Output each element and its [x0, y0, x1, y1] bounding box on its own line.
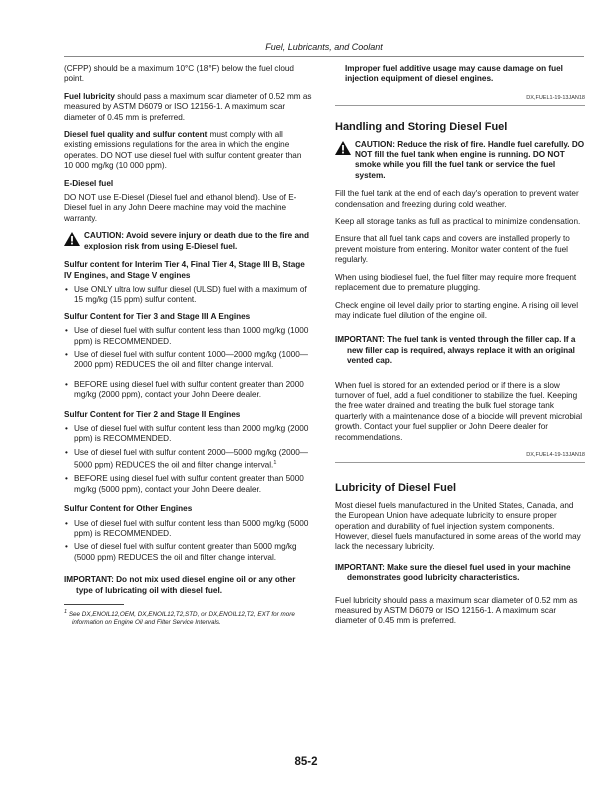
warning-icon — [335, 141, 351, 155]
caution-fire-text: CAUTION: Reduce the risk of fire. Handle fuel carefully. DO NOT fill the fuel tank when engine is running. DO NOT smoke while you fill the fuel tank or service the fuel system. — [355, 139, 585, 180]
tier2-list — [64, 424, 312, 495]
tier3-heading: Sulfur Content for Tier 3 and Stage III A Engines — [64, 311, 251, 321]
page-number: 85-2 — [294, 756, 318, 768]
paragraph: When using biodiesel fuel, the fuel filter may require more frequent replacement due to premature plugging. — [335, 272, 577, 293]
important-lubricity: IMPORTANT: Make sure the diesel fuel used in your machine demonstrates good lubricity characteristics. — [335, 562, 571, 583]
important-mix: IMPORTANT: Do not mix used diesel engine oil or any other type of lubricating oil with diesel fuel. — [64, 575, 296, 595]
tier2-heading: Sulfur Content for Tier 2 and Stage II Engines — [64, 409, 241, 419]
quality-text: must comply with all existing emissions regulations for the area in which the engine operates. DO NOT use diesel fuel with sulfur content greater than 10 000 mg/kg (10 000 ppm). — [64, 130, 302, 171]
list-item: • Use of diesel fuel with sulfur content less than 2000 mg/kg (2000 ppm) is RECOMMENDED. — [64, 424, 312, 445]
section-rule — [335, 105, 585, 106]
tier3-list — [64, 326, 312, 400]
list-item: • BEFORE using diesel fuel with sulfur content greater than 5000 mg/kg (5000 ppm), contact your John Deere dealer. — [64, 474, 312, 495]
important-vent: IMPORTANT: The fuel tank is vented through the filler cap. If a new filler cap is required, always replace it with an original vented cap. — [335, 335, 576, 366]
other-heading: Sulfur Content for Other Engines — [64, 504, 193, 514]
ref-code: DX,FUEL1-19-13JAN18 — [526, 94, 585, 101]
list-item: • Use of diesel fuel with sulfur content 1000—2000 mg/kg (1000—2000 ppm) REDUCES the oil and filter change interval. — [64, 350, 312, 371]
quality-paragraph — [64, 130, 312, 172]
left-column — [64, 64, 312, 627]
lubricity-label: Fuel lubricity — [64, 91, 115, 101]
paragraph: Check engine oil level daily prior to starting engine. A rising oil level may indicate fuel dilution of the engine oil. — [335, 300, 579, 320]
caution-fire — [335, 140, 585, 182]
paragraph: Ensure that all fuel tank caps and covers are installed properly to prevent moisture from entering. Monitor water content of the fuel regularly. — [335, 234, 570, 265]
ediesel-heading: E-Diesel fuel — [64, 178, 114, 188]
handling-title: Handling and Storing Diesel Fuel — [335, 121, 508, 134]
footnote-ref: 1 — [273, 460, 277, 467]
section-rule — [335, 462, 585, 463]
footnote-mark: 1 — [64, 608, 68, 615]
list-item: • Use of diesel fuel with sulfur content greater than 5000 mg/kg (5000 ppm) REDUCES the oil and filter change interval. — [64, 542, 312, 563]
quality-label: Diesel fuel quality and sulfur content — [64, 130, 208, 140]
list-item: • Use of diesel fuel with sulfur content less than 5000 mg/kg (5000 ppm) is RECOMMENDED. — [64, 519, 312, 540]
storage-paragraph: When fuel is stored for an extended period or if there is a slow turnover of fuel, add a fuel conditioner to stabilize the fuel. Keeping the free water drained and treating the bulk fuel storage tank quarterly with a maintenance dose of a biocide will prevent microbial growth. Contact your fuel supplier or John Deere dealer for recommendations. — [335, 380, 583, 442]
tier2-item-text: Use of diesel fuel with sulfur content 2000—5000 mg/kg (2000—5000 ppm) REDUCES the oil and filter change interval. — [74, 447, 308, 470]
warning-icon — [64, 232, 80, 246]
other-list — [64, 519, 312, 564]
list-item: • Use ONLY ultra low sulfur diesel (ULSD) fuel with a maximum of 15 mg/kg (15 ppm) sulfur content. — [64, 285, 312, 306]
cfpp-paragraph: (CFPP) should be a maximum 10°C (18°F) below the fuel cloud point. — [64, 64, 294, 84]
caution-ediesel-text: CAUTION: Avoid severe injury or death due to the fire and explosion risk from using E-Diesel fuel. — [84, 231, 310, 251]
header-rule — [64, 56, 584, 57]
footnote — [64, 608, 312, 627]
improper-additive-note: Improper fuel additive usage may cause damage on fuel injection equipment of diesel engines. — [345, 64, 563, 84]
paragraph: Keep all storage tanks as full as practical to minimize condensation. — [335, 217, 581, 227]
paragraph: Fill the fuel tank at the end of each day's operation to prevent water condensation and freezing during cold weather. — [335, 189, 579, 209]
lubricity-title: Lubricity of Diesel Fuel — [335, 482, 457, 495]
right-column — [335, 64, 585, 634]
list-item: • Use of diesel fuel with sulfur content less than 1000 mg/kg (1000 ppm) is RECOMMENDED. — [64, 326, 312, 347]
lubricity-paragraph — [64, 92, 312, 123]
footnote-rule — [64, 604, 124, 605]
lubricity-intro: Most diesel fuels manufactured in the United States, Canada, and the European Union have adequate lubricity to ensure proper operation and durability of fuel injection system components. However, diesel fuels manufactured in some areas of the world may lack the necessary lubricity. — [335, 500, 581, 552]
ref-code: DX,FUEL4-19-13JAN18 — [526, 451, 585, 458]
scar-paragraph: Fuel lubricity should pass a maximum scar diameter of 0.52 mm as measured by ASTM D6079 or ISO 12156-1. A maximum scar diameter of 0.45 mm is preferred. — [335, 595, 578, 626]
footnote-text: See DX,ENOIL12,OEM, DX,ENOIL12,T2,STD, or DX,ENOIL12,T2, EXT for more information on Engine Oil and Filter Service Intervals. — [68, 611, 295, 627]
interim-heading: Sulfur content for Interim Tier 4, Final Tier 4, Stage III B, Stage IV Engines, and Stage V engines — [64, 260, 305, 280]
caution-ediesel — [64, 231, 312, 252]
list-item — [64, 448, 312, 472]
lubricity-text: should pass a maximum scar diameter of 0.52 mm as measured by ASTM D6079 or ISO 12156-1. A maximum scar diameter of 0.45 mm is preferred. — [64, 91, 312, 122]
interim-list — [64, 285, 312, 306]
ediesel-paragraph: DO NOT use E-Diesel (Diesel fuel and ethanol blend). Use of E-Diesel fuel in any John Deere machine may void the machine warranty. — [64, 193, 297, 223]
list-item: • BEFORE using diesel fuel with sulfur content greater than 2000 mg/kg (2000 ppm), contact your John Deere dealer. — [64, 380, 312, 401]
running-header: Fuel, Lubricants, and Coolant — [265, 42, 383, 52]
